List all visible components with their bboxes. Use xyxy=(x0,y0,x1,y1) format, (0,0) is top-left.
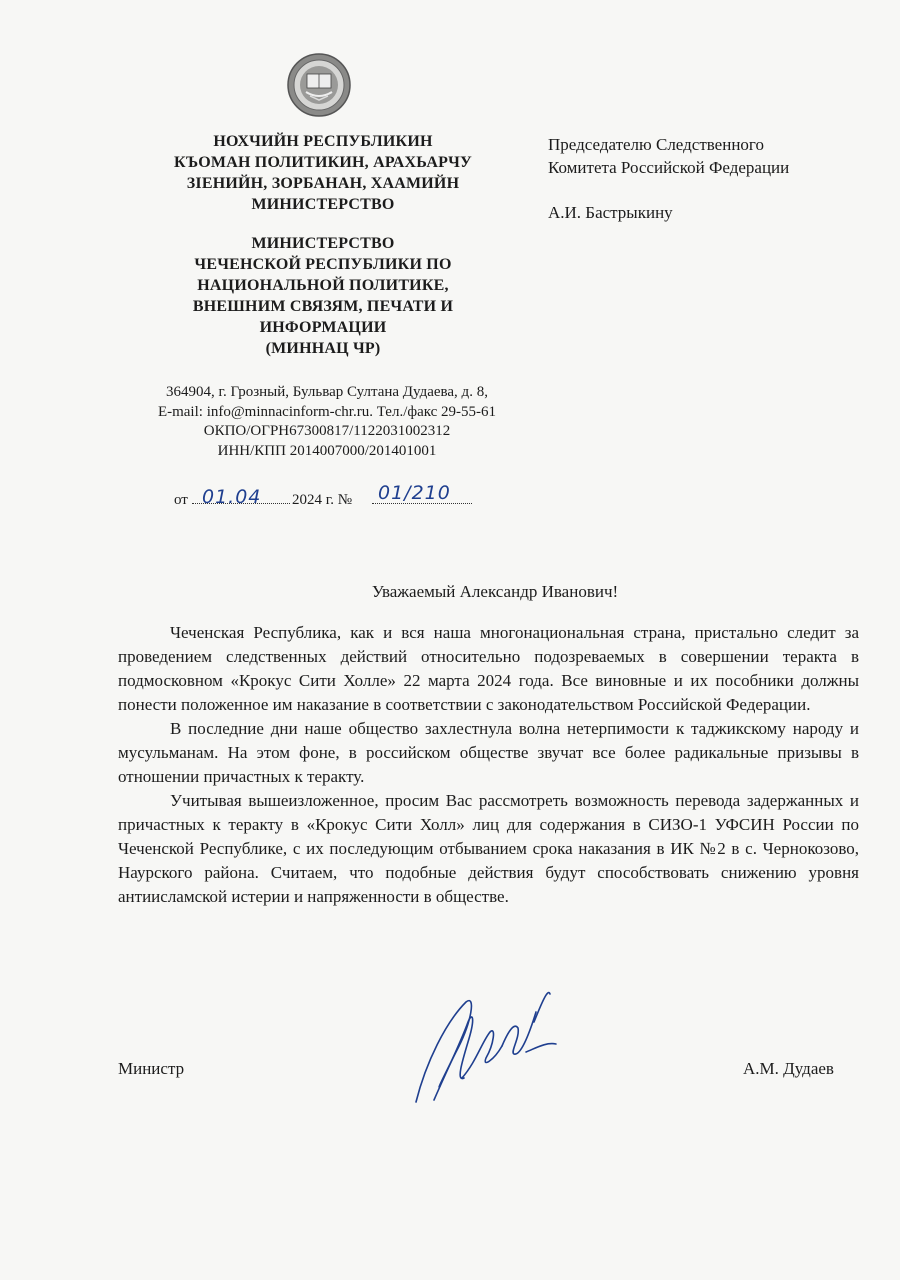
ministry-name-russian xyxy=(150,233,496,359)
chechen-line: КЪОМАН ПОЛИТИКИН, АРАХЬАРЧУ xyxy=(174,154,472,171)
russian-line: (МИННАЦ ЧР) xyxy=(265,340,381,357)
chechen-line: НОХЧИЙН РЕСПУБЛИКИН xyxy=(213,133,433,150)
addressee-line: Комитета Российской Федерации xyxy=(548,158,790,177)
russian-line: ВНЕШНИМ СВЯЗЯМ, ПЕЧАТИ И xyxy=(192,298,454,315)
chechen-line: ЗIЕНИЙН, ЗОРБАНАН, ХААМИЙН xyxy=(186,175,460,192)
addressee-line: Председателю Следственного xyxy=(548,135,764,154)
reference-line xyxy=(174,482,494,512)
address-line: 364904, г. Грозный, Бульвар Султана Дудаева, д. 8, xyxy=(166,384,488,400)
signer-name: А.М. Дудаев xyxy=(743,1059,834,1078)
from-label: от xyxy=(174,492,188,508)
inn-kpp-line: ИНН/КПП 2014007000/201401001 xyxy=(217,442,437,459)
letter-body xyxy=(118,621,859,909)
okpo-ogrn-line: ОКПО/ОГРН67300817/1122031002312 xyxy=(203,423,451,439)
ministry-name-block xyxy=(150,131,496,359)
chechen-line: МИНИСТЕРСТВО xyxy=(251,196,395,213)
russian-line: НАЦИОНАЛЬНОЙ ПОЛИТИКЕ, xyxy=(197,277,449,294)
year-number-label: 2024 г. № xyxy=(292,492,353,508)
ministry-name-chechen xyxy=(150,131,496,215)
signer-role: Министр xyxy=(118,1059,185,1078)
handwritten-signature-icon xyxy=(406,982,566,1112)
email-phone-line: E-mail: info@minnacinform-chr.ru. Тел./факс 29-55-61 xyxy=(157,403,497,420)
contact-details xyxy=(104,383,550,461)
greeting: Уважаемый Александр Иванович! xyxy=(371,582,619,601)
handwritten-number: 01/210 xyxy=(378,482,451,504)
paragraph: Чеченская Республика, как и вся наша многонациональная страна, пристально следит за проведением следственных действий относительно подозреваемых в совершении теракта в подмосковном «Крокус Сити Холле» 22 марта 2024 года. Все виновные и их пособники должны понести положенное им наказание в соответствии с законодательством Российской Федерации. xyxy=(118,623,859,714)
ministry-emblem-icon xyxy=(286,52,352,118)
russian-line: МИНИСТЕРСТВО xyxy=(251,235,395,252)
russian-line: ИНФОРМАЦИИ xyxy=(259,319,387,336)
addressee-block xyxy=(548,133,878,224)
paragraph: В последние дни наше общество захлестнула волна нетерпимости к таджикскому народу и мусульманам. На этом фоне, в российском обществе звучат все более радикальные призывы в отношении причастных к теракту. xyxy=(118,719,859,786)
russian-line: ЧЕЧЕНСКОЙ РЕСПУБЛИКИ ПО xyxy=(194,256,452,273)
handwritten-date: 01.04 xyxy=(202,486,262,508)
paragraph: Учитывая вышеизложенное, просим Вас рассмотреть возможность перевода задержанных и причастных к теракту в «Крокус Сити Холл» лиц для содержания в СИЗО-1 УФСИН России по Чеченской Республике, с их последующим отбыванием срока наказания в ИК №2 в с. Чернокозово, Наурского района. Считаем, что подобные действия будут способствовать снижению уровня антиисламской истерии и напряженности в обществе. xyxy=(118,791,859,906)
addressee-name: А.И. Бастрыкину xyxy=(548,203,673,222)
